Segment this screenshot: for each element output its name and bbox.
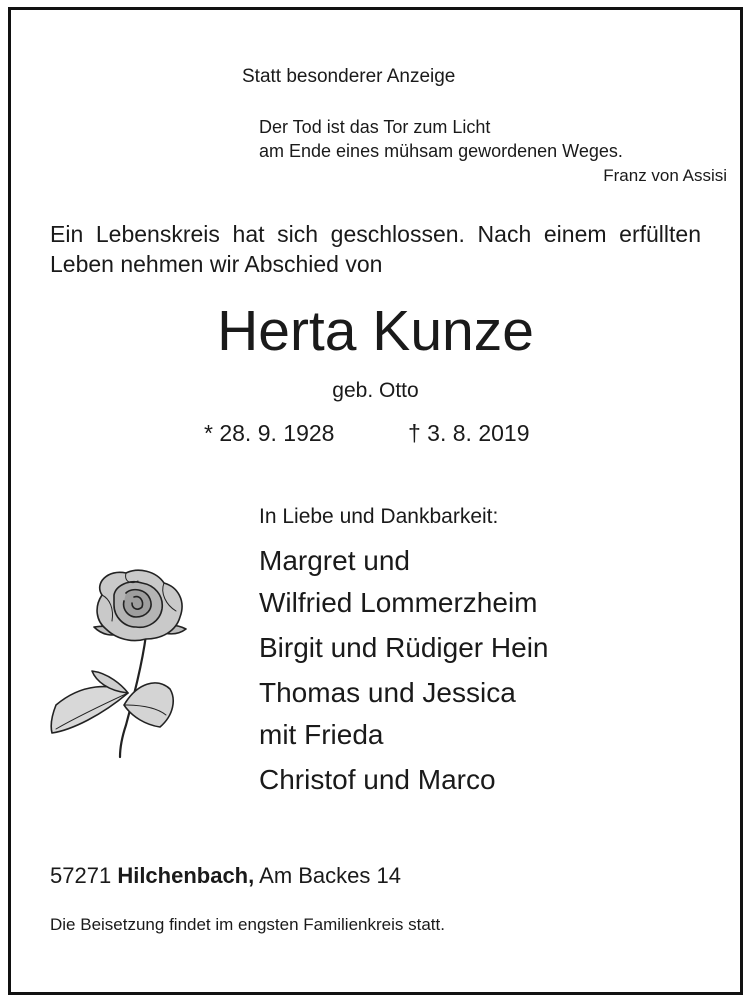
address-street: Am Backes 14 (259, 863, 401, 888)
quote-line-1: Der Tod ist das Tor zum Licht (259, 117, 491, 137)
mourner-line: Margret und (259, 545, 410, 576)
quote-author: Franz von Assisi (603, 166, 727, 185)
notice-header: Statt besonderer Anzeige (242, 66, 456, 87)
rose-icon (42, 565, 212, 760)
death-date: † 3. 8. 2019 (408, 420, 530, 446)
address-line (50, 863, 401, 889)
mourner-line: Wilfried Lommerzheim (259, 587, 538, 618)
intro-text: Ein Lebenskreis hat sich geschlossen. Nach einem erfüllten Leben nehmen wir Abschied von (50, 221, 701, 277)
maiden-name: geb. Otto (332, 379, 419, 402)
quote-line-2: am Ende eines mühsam gewordenen Weges. (259, 141, 623, 161)
birth-date: * 28. 9. 1928 (204, 420, 335, 446)
address-city: Hilchenbach, (117, 863, 255, 888)
burial-note: Die Beisetzung findet im engsten Familienkreis statt. (50, 915, 445, 934)
mourner-line: Thomas und Jessica (259, 677, 516, 708)
mourner-line: Birgit und Rüdiger Hein (259, 632, 549, 663)
thanks-line: In Liebe und Dankbarkeit: (259, 505, 499, 528)
deceased-name: Herta Kunze (217, 299, 534, 363)
mourner-line: Christof und Marco (259, 764, 496, 795)
mourner-line: mit Frieda (259, 719, 384, 750)
address-zip: 57271 (50, 863, 112, 888)
